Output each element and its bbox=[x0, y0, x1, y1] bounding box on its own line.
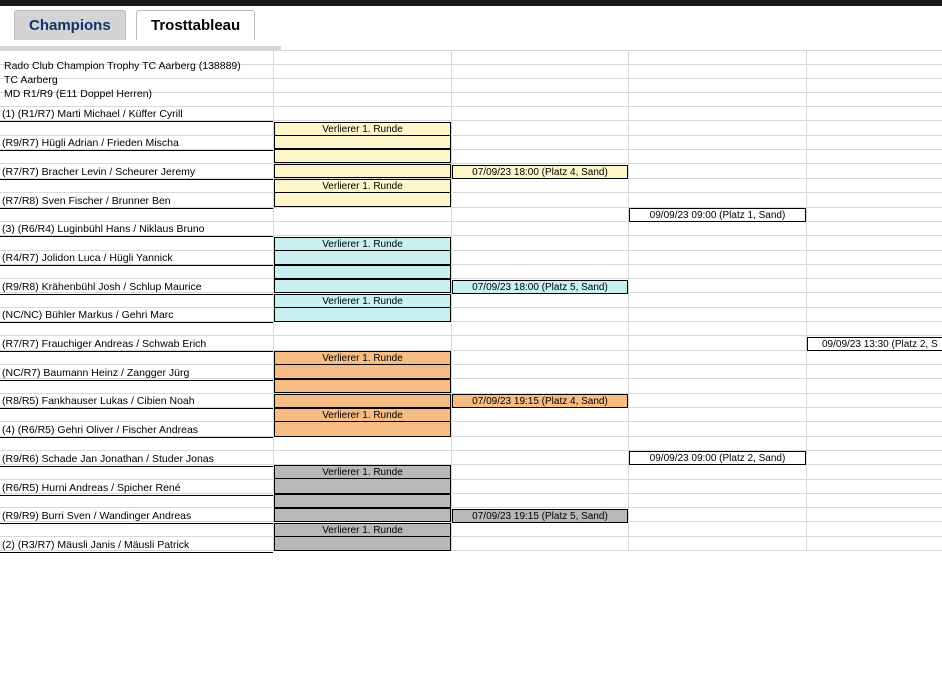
grid-line bbox=[0, 307, 942, 308]
connector-block-yellow-c bbox=[274, 164, 451, 178]
grid-line bbox=[0, 364, 942, 365]
column-divider bbox=[628, 50, 629, 551]
player-entry[interactable]: (R9/R8) Krähenbühl Josh / Schlup Maurice bbox=[0, 281, 273, 295]
player-entry[interactable]: (2) (R3/R7) Mäusli Janis / Mäusli Patrick bbox=[0, 539, 273, 553]
connector-block-orange-c bbox=[274, 394, 451, 408]
grid-line bbox=[0, 278, 942, 279]
bracket-area bbox=[0, 50, 942, 570]
match-schedule-4[interactable]: 07/09/23 19:15 (Platz 5, Sand) bbox=[452, 509, 628, 523]
loser-label-6: Verlierer 1. Runde bbox=[274, 408, 451, 422]
category-label: MD R1/R9 (E11 Doppel Herren) bbox=[4, 88, 153, 100]
player-entry[interactable]: (R7/R7) Frauchiger Andreas / Schwab Erich bbox=[0, 338, 273, 352]
grid-line bbox=[0, 536, 942, 537]
grid-line bbox=[0, 50, 942, 51]
player-entry[interactable]: (NC/R7) Baumann Heinz / Zangger Jürg bbox=[0, 367, 273, 381]
connector-block-cyan-b bbox=[274, 265, 451, 279]
player-entry[interactable]: (R9/R9) Burri Sven / Wandinger Andreas bbox=[0, 510, 273, 524]
player-entry[interactable]: (R9/R7) Hügli Adrian / Frieden Mischa bbox=[0, 137, 273, 151]
player-entry[interactable]: (4) (R6/R5) Gehri Oliver / Fischer Andreas bbox=[0, 424, 273, 438]
connector-block-grey-c bbox=[274, 508, 451, 522]
match-schedule-1[interactable]: 07/09/23 18:00 (Platz 4, Sand) bbox=[452, 165, 628, 179]
player-entry[interactable]: (R7/R8) Sven Fischer / Brunner Ben bbox=[0, 195, 273, 209]
loser-label-8: Verlierer 1. Runde bbox=[274, 523, 451, 537]
grid-line bbox=[0, 163, 942, 164]
loser-label-3: Verlierer 1. Runde bbox=[274, 237, 451, 251]
loser-label-2: Verlierer 1. Runde bbox=[274, 179, 451, 193]
loser-label-1: Verlierer 1. Runde bbox=[274, 122, 451, 136]
player-entry[interactable]: (1) (R1/R7) Marti Michael / Küffer Cyrill bbox=[0, 108, 273, 122]
connector-block-yellow-b bbox=[274, 149, 451, 163]
grid-line bbox=[0, 106, 942, 107]
grid-line bbox=[0, 250, 942, 251]
player-entry[interactable]: (R6/R5) Hurni Andreas / Spicher René bbox=[0, 482, 273, 496]
match-schedule-semi-2[interactable]: 09/09/23 09:00 (Platz 2, Sand) bbox=[629, 451, 806, 465]
player-entry[interactable]: (R8/R5) Fankhauser Lukas / Cibien Noah bbox=[0, 395, 273, 409]
match-schedule-2[interactable]: 07/09/23 18:00 (Platz 5, Sand) bbox=[452, 280, 628, 294]
match-schedule-semi-1[interactable]: 09/09/23 09:00 (Platz 1, Sand) bbox=[629, 208, 806, 222]
grid-line bbox=[0, 192, 942, 193]
grid-line bbox=[0, 78, 942, 79]
player-entry[interactable]: (3) (R6/R4) Luginbühl Hans / Niklaus Bruno bbox=[0, 223, 273, 237]
grid-line bbox=[0, 479, 942, 480]
tab-strip bbox=[0, 6, 942, 44]
grid-line bbox=[0, 507, 942, 508]
player-entry[interactable]: (R9/R6) Schade Jan Jonathan / Studer Jonas bbox=[0, 453, 273, 467]
connector-block-grey-b bbox=[274, 494, 451, 508]
match-schedule-3[interactable]: 07/09/23 19:15 (Platz 4, Sand) bbox=[452, 394, 628, 408]
connector-block-orange-b bbox=[274, 379, 451, 393]
connector-block-cyan-c bbox=[274, 279, 451, 293]
player-entry[interactable]: (R4/R7) Jolidon Luca / Hügli Yannick bbox=[0, 252, 273, 266]
tab-trosttableau[interactable]: Trosttableau bbox=[136, 10, 255, 40]
grid-line bbox=[0, 421, 942, 422]
column-divider bbox=[451, 50, 452, 551]
loser-label-7: Verlierer 1. Runde bbox=[274, 465, 451, 479]
player-entry[interactable]: (NC/NC) Bühler Markus / Gehri Marc bbox=[0, 309, 273, 323]
loser-label-5: Verlierer 1. Runde bbox=[274, 351, 451, 365]
loser-label-4: Verlierer 1. Runde bbox=[274, 294, 451, 308]
column-divider bbox=[806, 50, 807, 551]
grid-line bbox=[0, 135, 942, 136]
club-name: TC Aarberg bbox=[4, 74, 58, 86]
tab-champions[interactable]: Champions bbox=[14, 10, 126, 40]
match-schedule-final[interactable]: 09/09/23 13:30 (Platz 2, S bbox=[807, 337, 942, 351]
player-entry[interactable]: (R7/R7) Bracher Levin / Scheurer Jeremy bbox=[0, 166, 273, 180]
tournament-title: Rado Club Champion Trophy TC Aarberg (138889) bbox=[4, 60, 241, 72]
grid-line bbox=[0, 335, 942, 336]
